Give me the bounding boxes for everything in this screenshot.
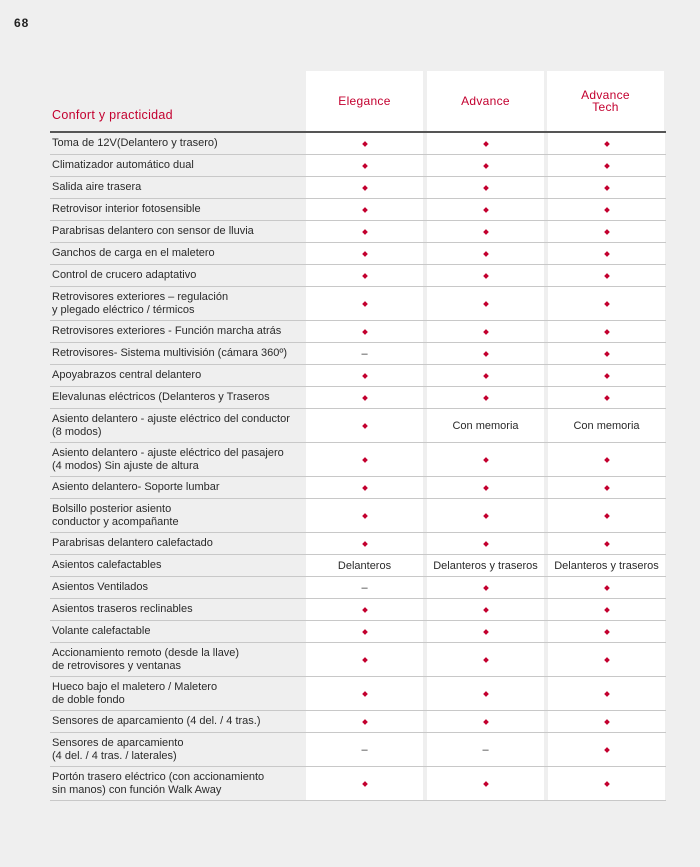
feature-label: Asientos traseros reclinables	[52, 603, 193, 616]
feature-label: Retrovisores- Sistema multivisión (cámara 360º)	[52, 347, 288, 360]
included-diamond-icon	[548, 643, 665, 676]
feature-label: Asientos Ventilados	[52, 581, 149, 594]
included-diamond-icon	[306, 621, 423, 642]
table-row	[50, 555, 666, 577]
feature-value: Con memoria	[427, 409, 544, 442]
feature-label: Retrovisor interior fotosensible	[52, 203, 201, 216]
included-diamond-icon	[548, 387, 665, 408]
included-diamond-icon	[306, 643, 423, 676]
included-diamond-icon	[427, 499, 544, 532]
included-diamond-icon	[427, 387, 544, 408]
feature-label: Hueco bajo el maletero / Maletero de doble fondo	[52, 681, 218, 706]
column-header-elegance: Elegance	[306, 71, 423, 131]
feature-label: Retrovisores exteriores - Función marcha atrás	[52, 325, 282, 338]
not-available-dash	[427, 733, 544, 766]
included-diamond-icon	[306, 221, 423, 242]
included-diamond-icon	[427, 443, 544, 476]
table-row	[50, 621, 666, 643]
included-diamond-icon	[306, 477, 423, 498]
feature-label: Asientos calefactables	[52, 559, 162, 572]
included-diamond-icon	[548, 287, 665, 320]
included-diamond-icon	[306, 243, 423, 264]
included-diamond-icon	[548, 221, 665, 242]
included-diamond-icon	[548, 733, 665, 766]
included-diamond-icon	[548, 711, 665, 732]
included-diamond-icon	[306, 177, 423, 198]
included-diamond-icon	[427, 599, 544, 620]
feature-label: Sensores de aparcamiento (4 del. / 4 tras.)	[52, 715, 261, 728]
included-diamond-icon	[306, 711, 423, 732]
included-diamond-icon	[427, 477, 544, 498]
feature-label: Control de crucero adaptativo	[52, 269, 197, 282]
table-row	[50, 265, 666, 287]
included-diamond-icon	[427, 533, 544, 554]
included-diamond-icon	[427, 711, 544, 732]
feature-value: Delanteros y traseros	[427, 555, 544, 576]
feature-value: Delanteros y traseros	[548, 555, 665, 576]
table-row	[50, 533, 666, 555]
included-diamond-icon	[306, 365, 423, 386]
included-diamond-icon	[427, 643, 544, 676]
included-diamond-icon	[427, 343, 544, 364]
included-diamond-icon	[548, 343, 665, 364]
included-diamond-icon	[306, 155, 423, 176]
included-diamond-icon	[548, 621, 665, 642]
included-diamond-icon	[548, 499, 665, 532]
table-row	[50, 365, 666, 387]
included-diamond-icon	[427, 177, 544, 198]
feature-label: Apoyabrazos central delantero	[52, 369, 202, 382]
included-diamond-icon	[427, 287, 544, 320]
table-row	[50, 155, 666, 177]
included-diamond-icon	[306, 321, 423, 342]
included-diamond-icon	[427, 155, 544, 176]
included-diamond-icon	[427, 133, 544, 154]
included-diamond-icon	[548, 133, 665, 154]
feature-label: Parabrisas delantero calefactado	[52, 537, 213, 550]
included-diamond-icon	[306, 409, 423, 442]
included-diamond-icon	[427, 265, 544, 286]
table-row	[50, 243, 666, 265]
table-row	[50, 321, 666, 343]
included-diamond-icon	[548, 477, 665, 498]
spec-table	[50, 133, 666, 801]
included-diamond-icon	[306, 443, 423, 476]
feature-label: Retrovisores exteriores – regulación y plegado eléctrico / térmicos	[52, 291, 229, 316]
included-diamond-icon	[306, 133, 423, 154]
feature-label: Asiento delantero - ajuste eléctrico del pasajero (4 modos) Sin ajuste de altura	[52, 447, 284, 472]
included-diamond-icon	[548, 265, 665, 286]
table-row	[50, 711, 666, 733]
table-row	[50, 387, 666, 409]
included-diamond-icon	[548, 577, 665, 598]
table-row	[50, 287, 666, 321]
included-diamond-icon	[548, 177, 665, 198]
table-row	[50, 221, 666, 243]
included-diamond-icon	[548, 199, 665, 220]
included-diamond-icon	[548, 243, 665, 264]
included-diamond-icon	[548, 677, 665, 710]
table-row	[50, 499, 666, 533]
feature-label: Asiento delantero - ajuste eléctrico del conductor (8 modos)	[52, 413, 290, 438]
feature-label: Elevalunas eléctricos (Delanteros y Traseros	[52, 391, 270, 404]
included-diamond-icon	[306, 599, 423, 620]
included-diamond-icon	[306, 767, 423, 800]
column-header-advance-tech: Advance Tech	[547, 71, 664, 131]
feature-value: Delanteros	[306, 555, 423, 576]
included-diamond-icon	[306, 499, 423, 532]
included-diamond-icon	[427, 321, 544, 342]
included-diamond-icon	[427, 199, 544, 220]
included-diamond-icon	[306, 199, 423, 220]
included-diamond-icon	[427, 677, 544, 710]
not-available-dash	[306, 577, 423, 598]
table-row	[50, 177, 666, 199]
table-row	[50, 343, 666, 365]
included-diamond-icon	[548, 443, 665, 476]
included-diamond-icon	[548, 155, 665, 176]
included-diamond-icon	[548, 321, 665, 342]
table-row	[50, 199, 666, 221]
feature-label: Climatizador automático dual	[52, 159, 194, 172]
column-header-advance: Advance	[427, 71, 544, 131]
feature-label: Sensores de aparcamiento (4 del. / 4 tras. / laterales)	[52, 737, 184, 762]
table-row	[50, 643, 666, 677]
included-diamond-icon	[306, 287, 423, 320]
included-diamond-icon	[306, 677, 423, 710]
included-diamond-icon	[427, 621, 544, 642]
feature-label: Toma de 12V(Delantero y trasero)	[52, 137, 218, 150]
table-row	[50, 443, 666, 477]
table-row	[50, 677, 666, 711]
included-diamond-icon	[306, 265, 423, 286]
feature-label: Salida aire trasera	[52, 181, 142, 194]
included-diamond-icon	[427, 365, 544, 386]
included-diamond-icon	[548, 533, 665, 554]
feature-label: Accionamiento remoto (desde la llave) de retrovisores y ventanas	[52, 647, 240, 672]
feature-label: Asiento delantero- Soporte lumbar	[52, 481, 220, 494]
feature-label: Ganchos de carga en el maletero	[52, 247, 215, 260]
included-diamond-icon	[306, 387, 423, 408]
table-row	[50, 733, 666, 767]
table-row	[50, 599, 666, 621]
section-title: Confort y practicidad	[52, 108, 173, 122]
table-row	[50, 409, 666, 443]
included-diamond-icon	[306, 533, 423, 554]
table-row	[50, 477, 666, 499]
included-diamond-icon	[427, 767, 544, 800]
table-row	[50, 577, 666, 599]
table-row	[50, 767, 666, 801]
feature-label: Parabrisas delantero con sensor de lluvia	[52, 225, 254, 238]
included-diamond-icon	[427, 577, 544, 598]
feature-label: Volante calefactable	[52, 625, 151, 638]
feature-label: Portón trasero eléctrico (con accionamiento sin manos) con función Walk Away	[52, 771, 265, 796]
feature-value: Con memoria	[548, 409, 665, 442]
included-diamond-icon	[548, 599, 665, 620]
included-diamond-icon	[548, 767, 665, 800]
table-row	[50, 133, 666, 155]
included-diamond-icon	[427, 221, 544, 242]
feature-label: Bolsillo posterior asiento conductor y acompañante	[52, 503, 179, 528]
not-available-dash	[306, 733, 423, 766]
included-diamond-icon	[427, 243, 544, 264]
included-diamond-icon	[548, 365, 665, 386]
not-available-dash	[306, 343, 423, 364]
page-number: 68	[14, 16, 30, 30]
